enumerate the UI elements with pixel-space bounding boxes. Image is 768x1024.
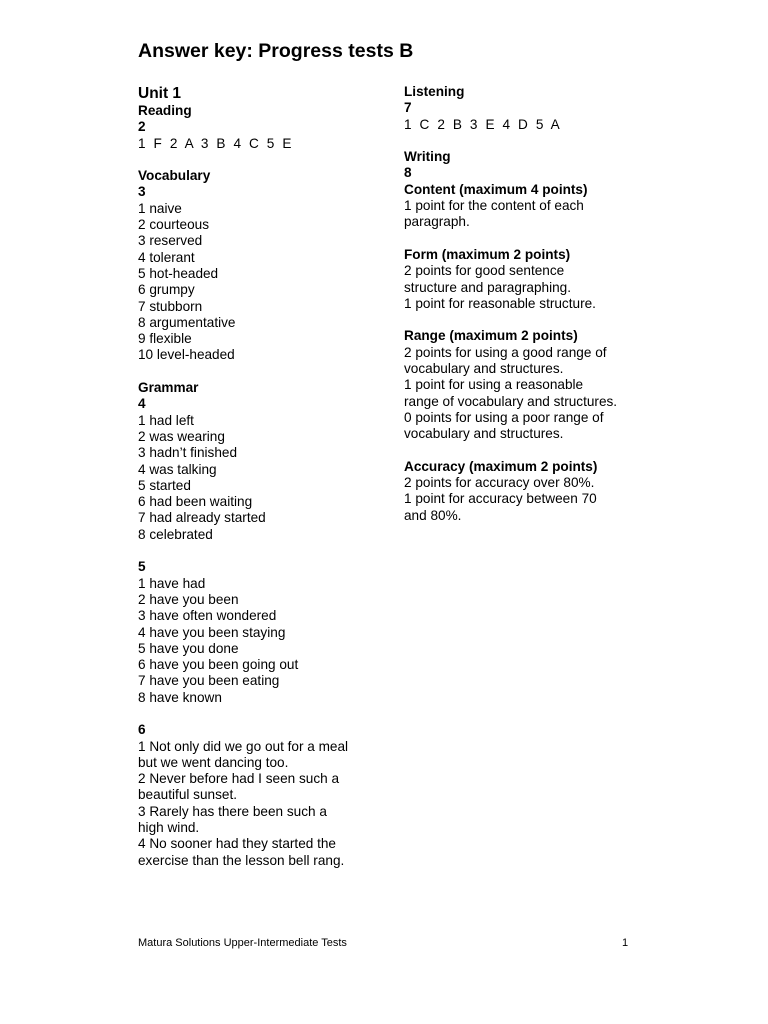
- exercise-number: 6: [138, 722, 146, 738]
- exercise-number: 4: [138, 396, 146, 412]
- criterion-line: paragraph.: [404, 214, 470, 230]
- criterion-line: 1 point for the content of each: [404, 198, 584, 214]
- content-criterion-heading: Content (maximum 4 points): [404, 181, 588, 197]
- answer-line: high wind.: [138, 820, 200, 836]
- writing-heading: Writing: [404, 149, 451, 165]
- criterion-line: 1 point for accuracy between 70: [404, 491, 597, 507]
- left-column: [138, 84, 378, 869]
- answer-line: 10 level-headed: [138, 347, 235, 363]
- answer-line: 6 had been waiting: [138, 494, 253, 510]
- answer-line: 8 have known: [138, 689, 222, 705]
- writing-section: [404, 149, 644, 524]
- criterion-line: structure and paragraphing.: [404, 279, 572, 295]
- grammar-heading: Grammar: [138, 380, 199, 396]
- answer-line: 4 No sooner had they started the: [138, 836, 336, 852]
- unit-heading: Unit 1: [138, 85, 182, 102]
- listening-answers: 1 C 2 B 3 E 4 D 5 A: [404, 116, 562, 132]
- page-number: 1: [622, 937, 629, 949]
- criterion-line: 2 points for good sentence: [404, 263, 565, 279]
- page-title: Answer key: Progress tests B: [138, 40, 414, 62]
- answer-line: 7 have you been eating: [138, 673, 280, 689]
- footer-book-title: Matura Solutions Upper-Intermediate Tests: [138, 937, 347, 949]
- form-criterion-heading: Form (maximum 2 points): [404, 246, 571, 262]
- answer-line: but we went dancing too.: [138, 754, 289, 770]
- listening-section: [404, 84, 644, 133]
- exercise-number: 2: [138, 119, 146, 135]
- answer-line: 2 Never before had I seen such a: [138, 771, 340, 787]
- exercise-number: 7: [404, 100, 412, 116]
- exercise-number: 8: [404, 165, 412, 181]
- criterion-line: 2 points for using a good range of: [404, 344, 607, 360]
- answer-line: 2 was wearing: [138, 428, 225, 444]
- answer-line: 7 stubborn: [138, 298, 203, 314]
- answer-line: 6 grumpy: [138, 282, 195, 298]
- exercise-number: 5: [138, 559, 146, 575]
- answer-line: 2 have you been: [138, 591, 239, 607]
- answer-line: 1 Not only did we go out for a meal: [138, 738, 349, 754]
- vocabulary-heading: Vocabulary: [138, 168, 211, 184]
- answer-line: 8 celebrated: [138, 526, 213, 542]
- criterion-line: range of vocabulary and structures.: [404, 393, 618, 409]
- answer-line: 7 had already started: [138, 510, 266, 526]
- answer-line: 4 was talking: [138, 461, 217, 477]
- answer-line: 5 started: [138, 477, 191, 493]
- answer-line: 3 have often wondered: [138, 608, 277, 624]
- answer-line: 5 hot-headed: [138, 265, 219, 281]
- criterion-line: 2 points for accuracy over 80%.: [404, 475, 595, 491]
- answer-line: 1 have had: [138, 575, 206, 591]
- right-column: [404, 84, 644, 524]
- exercise-number: 3: [138, 184, 146, 200]
- answer-line: 4 have you been staying: [138, 624, 286, 640]
- criterion-line: vocabulary and structures.: [404, 426, 564, 442]
- grammar-section: [138, 380, 378, 869]
- answer-line: 8 argumentative: [138, 314, 236, 330]
- answer-line: 9 flexible: [138, 331, 192, 347]
- criterion-line: and 80%.: [404, 507, 462, 523]
- answer-line: beautiful sunset.: [138, 787, 237, 803]
- criterion-line: vocabulary and structures.: [404, 361, 564, 377]
- answer-line: 3 hadn’t finished: [138, 445, 238, 461]
- criterion-line: 1 point for using a reasonable: [404, 377, 584, 393]
- answer-line: 1 naive: [138, 200, 182, 216]
- accuracy-criterion-heading: Accuracy (maximum 2 points): [404, 458, 598, 474]
- reading-heading: Reading: [138, 103, 192, 118]
- answer-line: 5 have you done: [138, 640, 239, 656]
- answer-line: 3 Rarely has there been such a: [138, 803, 327, 819]
- answer-line: 6 have you been going out: [138, 657, 299, 673]
- reading-section: [138, 103, 378, 152]
- criterion-line: 1 point for reasonable structure.: [404, 295, 596, 311]
- criterion-line: 0 points for using a poor range of: [404, 409, 604, 425]
- vocabulary-section: [138, 168, 378, 364]
- answer-line: 3 reserved: [138, 233, 203, 249]
- answer-line: 4 tolerant: [138, 249, 195, 265]
- answer-line: 2 courteous: [138, 217, 210, 233]
- answer-line: 1 had left: [138, 412, 194, 428]
- listening-heading: Listening: [404, 84, 465, 99]
- reading-answers: 1 F 2 A 3 B 4 C 5 E: [138, 135, 294, 151]
- answer-line: exercise than the lesson bell rang.: [138, 852, 345, 868]
- range-criterion-heading: Range (maximum 2 points): [404, 328, 578, 344]
